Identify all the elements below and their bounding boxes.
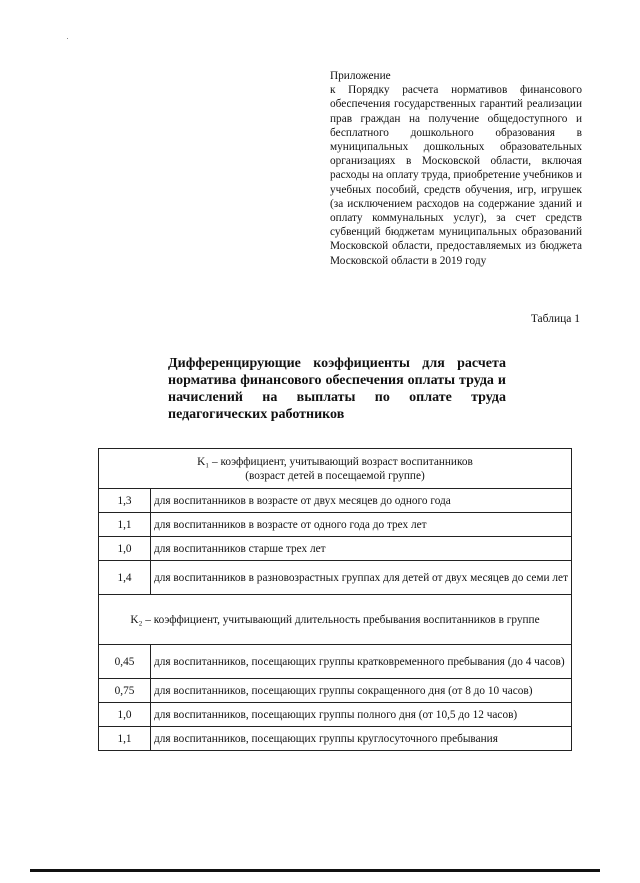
- coefficients-table: [98, 448, 572, 751]
- coefficient-description: для воспитанников в разновозрастных группах для детей от двух месяцев до семи лет: [151, 561, 572, 595]
- coefficient-description: для воспитанников старше трех лет: [151, 537, 572, 561]
- appendix-text: к Порядку расчета нормативов финансового обеспечения государственных гарантий реализации прав граждан на получение общедоступного и бесплатного дошкольного образования в муниципальных дошкольных образовательных организациях в Московской области, включая расходы на оплату труда, приобретение учебников и учебных пособий, средств обучения, игр, игрушек (за исключением расходов на содержание зданий и оплату коммунальных услуг), за счет средств субвенций бюджетам муниципальных образований Московской области, предоставляемых из бюджета Московской области в 2019 году: [330, 84, 582, 267]
- coefficient-description: для воспитанников в возрасте от одного года до трех лет: [151, 513, 572, 537]
- scan-speck: [67, 38, 68, 39]
- k2-section-header: [99, 595, 572, 645]
- coefficient-description: для воспитанников, посещающих группы полного дня (от 10,5 до 12 часов): [151, 703, 572, 727]
- coefficient-value: 0,75: [99, 679, 151, 703]
- page-bottom-rule: [30, 869, 600, 872]
- coefficient-value: 1,1: [99, 513, 151, 537]
- table-row: [99, 645, 572, 679]
- coefficient-value: 1,4: [99, 561, 151, 595]
- table-number: Таблица 1: [530, 313, 580, 325]
- coefficient-value: 1,3: [99, 489, 151, 513]
- coefficient-value: 1,0: [99, 537, 151, 561]
- k1-section-header: [99, 449, 572, 489]
- appendix-title: Приложение: [330, 70, 391, 82]
- table-heading: Дифференцирующие коэффициенты для расчета норматива финансового обеспечения оплаты труда и начислений на выплаты по оплате труда педагогических работников: [168, 356, 506, 422]
- coefficient-description: для воспитанников, посещающих группы сокращенного дня (от 8 до 10 часов): [151, 679, 572, 703]
- table-row: [99, 727, 572, 751]
- appendix-block: [330, 69, 582, 268]
- table-row: [99, 537, 572, 561]
- table-row: [99, 561, 572, 595]
- coefficient-value: 1,1: [99, 727, 151, 751]
- table-row: [99, 679, 572, 703]
- coefficient-value: 1,0: [99, 703, 151, 727]
- coefficient-value: 0,45: [99, 645, 151, 679]
- coefficient-description: для воспитанников в возрасте от двух месяцев до одного года: [151, 489, 572, 513]
- coefficient-description: для воспитанников, посещающих группы круглосуточного пребывания: [151, 727, 572, 751]
- k1-subtitle: (возраст детей в посещаемой группе): [245, 469, 425, 482]
- coefficient-description: для воспитанников, посещающих группы кратковременного пребывания (до 4 часов): [151, 645, 572, 679]
- table-row: [99, 513, 572, 537]
- k2-title: K₂ – коэффициент, учитывающий длительность пребывания воспитанников в группе: [99, 595, 572, 645]
- table-row: [99, 703, 572, 727]
- k1-title: K₁ – коэффициент, учитывающий возраст воспитанников: [197, 455, 473, 468]
- table-row: [99, 489, 572, 513]
